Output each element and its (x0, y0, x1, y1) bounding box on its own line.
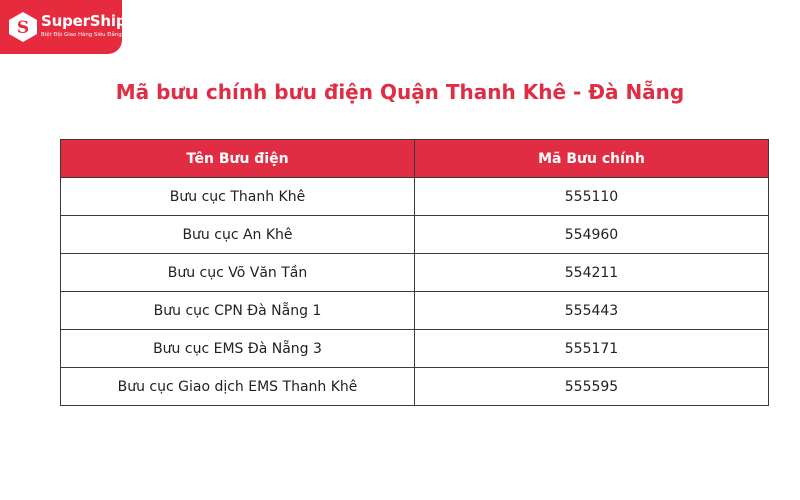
page-title: Mã bưu chính bưu điện Quận Thanh Khê - Đà Nẵng (115, 80, 685, 104)
supership-logo-icon (7, 11, 39, 43)
logo-name: SuperShip (41, 12, 127, 30)
column-header-post-office: Tên Bưu điện (61, 140, 415, 178)
postal-code-cell: 554211 (415, 254, 769, 292)
column-header-postal-code: Mã Bưu chính (415, 140, 769, 178)
svg-text:S: S (16, 18, 30, 38)
postal-code-cell: 555595 (415, 368, 769, 406)
postal-code-cell: 555110 (415, 178, 769, 216)
table-row (61, 254, 769, 292)
post-office-cell: Bưu cục Giao dịch EMS Thanh Khê (61, 368, 415, 406)
post-office-cell: Bưu cục An Khê (61, 216, 415, 254)
post-office-cell: Bưu cục EMS Đà Nẵng 3 (61, 330, 415, 368)
postal-code-cell: 555171 (415, 330, 769, 368)
postal-code-cell: 555443 (415, 292, 769, 330)
post-office-cell: Bưu cục CPN Đà Nẵng 1 (61, 292, 415, 330)
postal-code-table (60, 139, 769, 406)
logo-tagline: Biệt Đội Giao Hàng Siêu Đẳng (41, 32, 122, 38)
table-row (61, 178, 769, 216)
table-row (61, 330, 769, 368)
post-office-cell: Bưu cục Võ Văn Tần (61, 254, 415, 292)
table-row (61, 216, 769, 254)
supership-logo (0, 0, 127, 54)
table-header-row (61, 140, 769, 178)
post-office-cell: Bưu cục Thanh Khê (61, 178, 415, 216)
postal-code-cell: 554960 (415, 216, 769, 254)
table-row (61, 368, 769, 406)
table-row (61, 292, 769, 330)
